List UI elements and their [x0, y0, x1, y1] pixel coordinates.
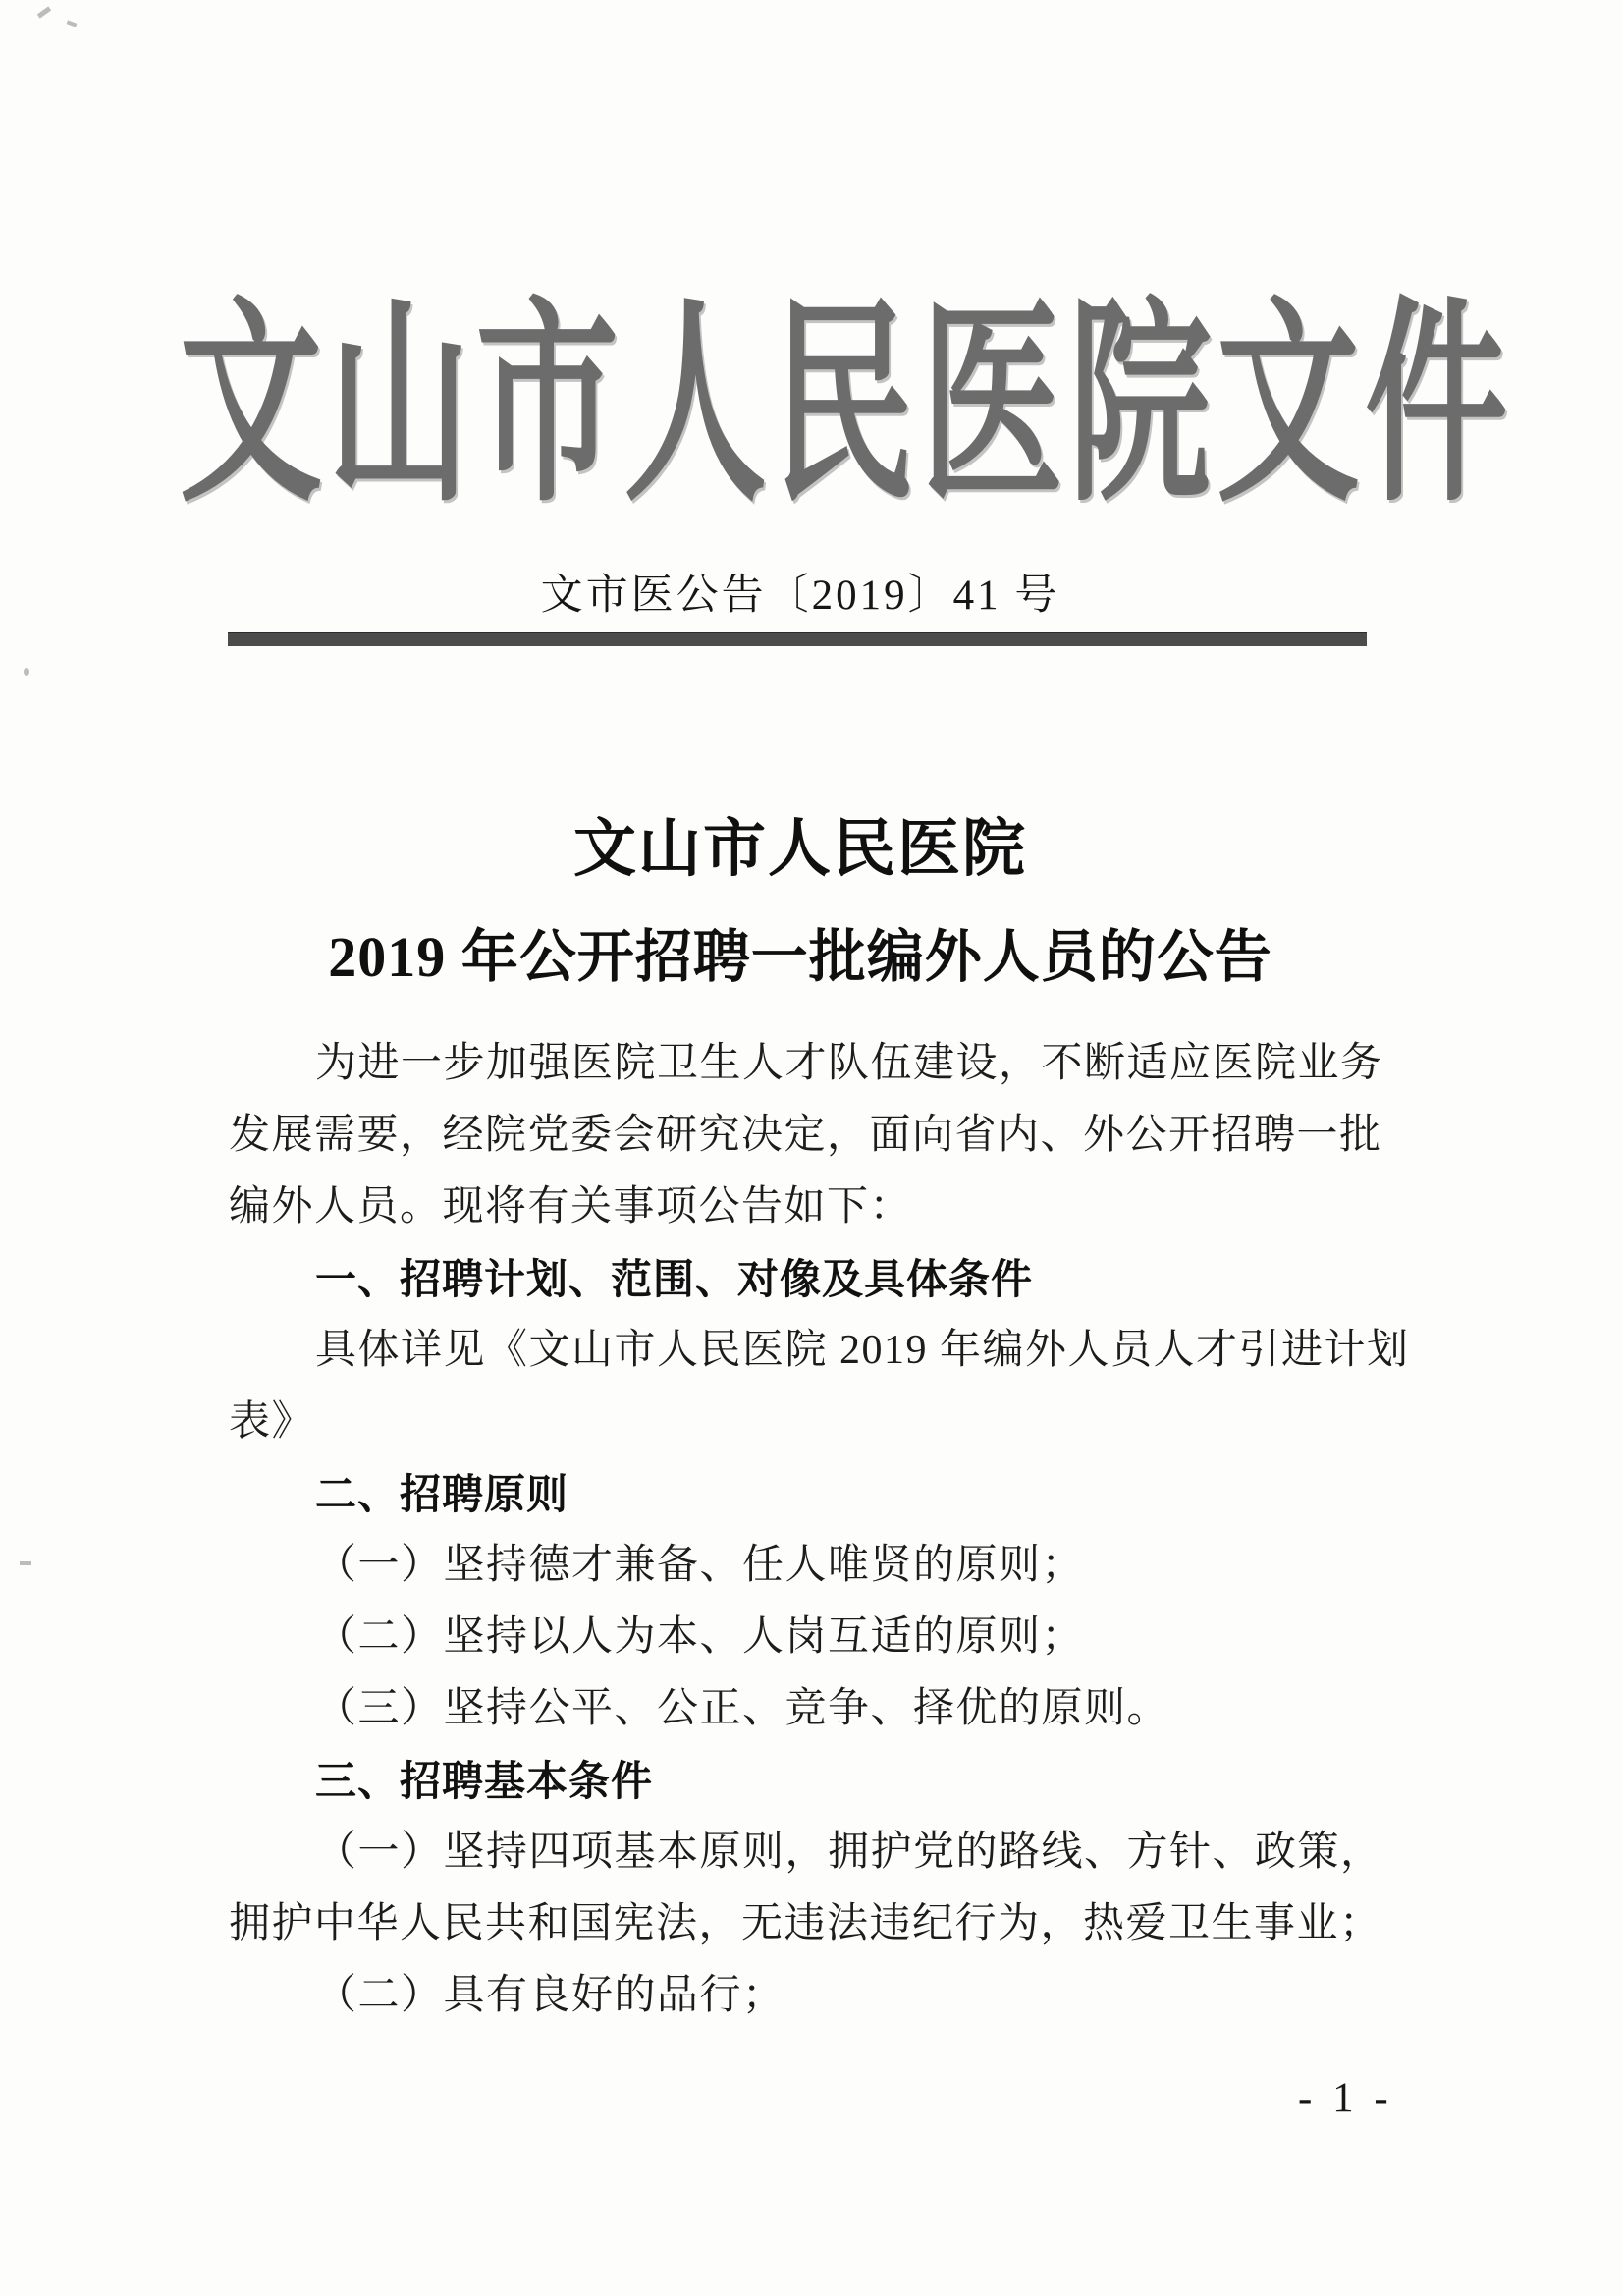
section-heading: 一、招聘计划、范围、对像及具体条件 — [315, 1256, 1034, 1302]
section-heading: 二、招聘原则 — [315, 1471, 569, 1517]
body-line: 为进一步加强医院卫生人才队伍建设，不断适应医院业务 — [315, 1041, 1383, 1086]
body-line: 发展需要，经院党委会研究决定，面向省内、外公开招聘一批 — [229, 1113, 1382, 1158]
title-line-2: 2019 年公开招聘一批编外人员的公告 — [328, 925, 1272, 989]
announcement-title — [167, 815, 1434, 992]
body-line: （一）坚持四项基本原则，拥护党的路线、方针、政策， — [315, 1830, 1383, 1875]
title-line-1: 文山市人民医院 — [573, 814, 1027, 884]
scan-artifact — [67, 20, 78, 27]
body-line: 编外人员。现将有关事项公告如下： — [229, 1184, 913, 1230]
body-line: 表》 — [229, 1399, 315, 1445]
document-number: 文市医公告〔2019〕41 号 — [540, 573, 1060, 619]
body-line: 拥护中华人民共和国宪法，无违法违纪行为，热爱卫生事业； — [229, 1901, 1382, 1946]
scan-artifact — [20, 1561, 31, 1565]
body-line: （二）具有良好的品行； — [315, 1973, 785, 2018]
separator-rule — [228, 632, 1367, 646]
scan-artifact — [24, 668, 29, 676]
document-body — [229, 1028, 1410, 2032]
section-heading: 三、招聘基本条件 — [315, 1758, 654, 1804]
letterhead-title: 文山市人民医院文件 — [179, 287, 1514, 528]
body-line: （二）坚持以人为本、人岗互适的原则； — [315, 1614, 1085, 1660]
body-line: （一）坚持德才兼备、任人唯贤的原则； — [315, 1543, 1085, 1588]
page-number: - 1 - — [1298, 2075, 1393, 2121]
scan-artifact — [37, 6, 51, 18]
body-line: （三）坚持公平、公正、竞争、择优的原则。 — [315, 1686, 1170, 1731]
body-line: 具体详见《文山市人民医院 2019 年编外人员人才引进计划 — [315, 1328, 1410, 1373]
